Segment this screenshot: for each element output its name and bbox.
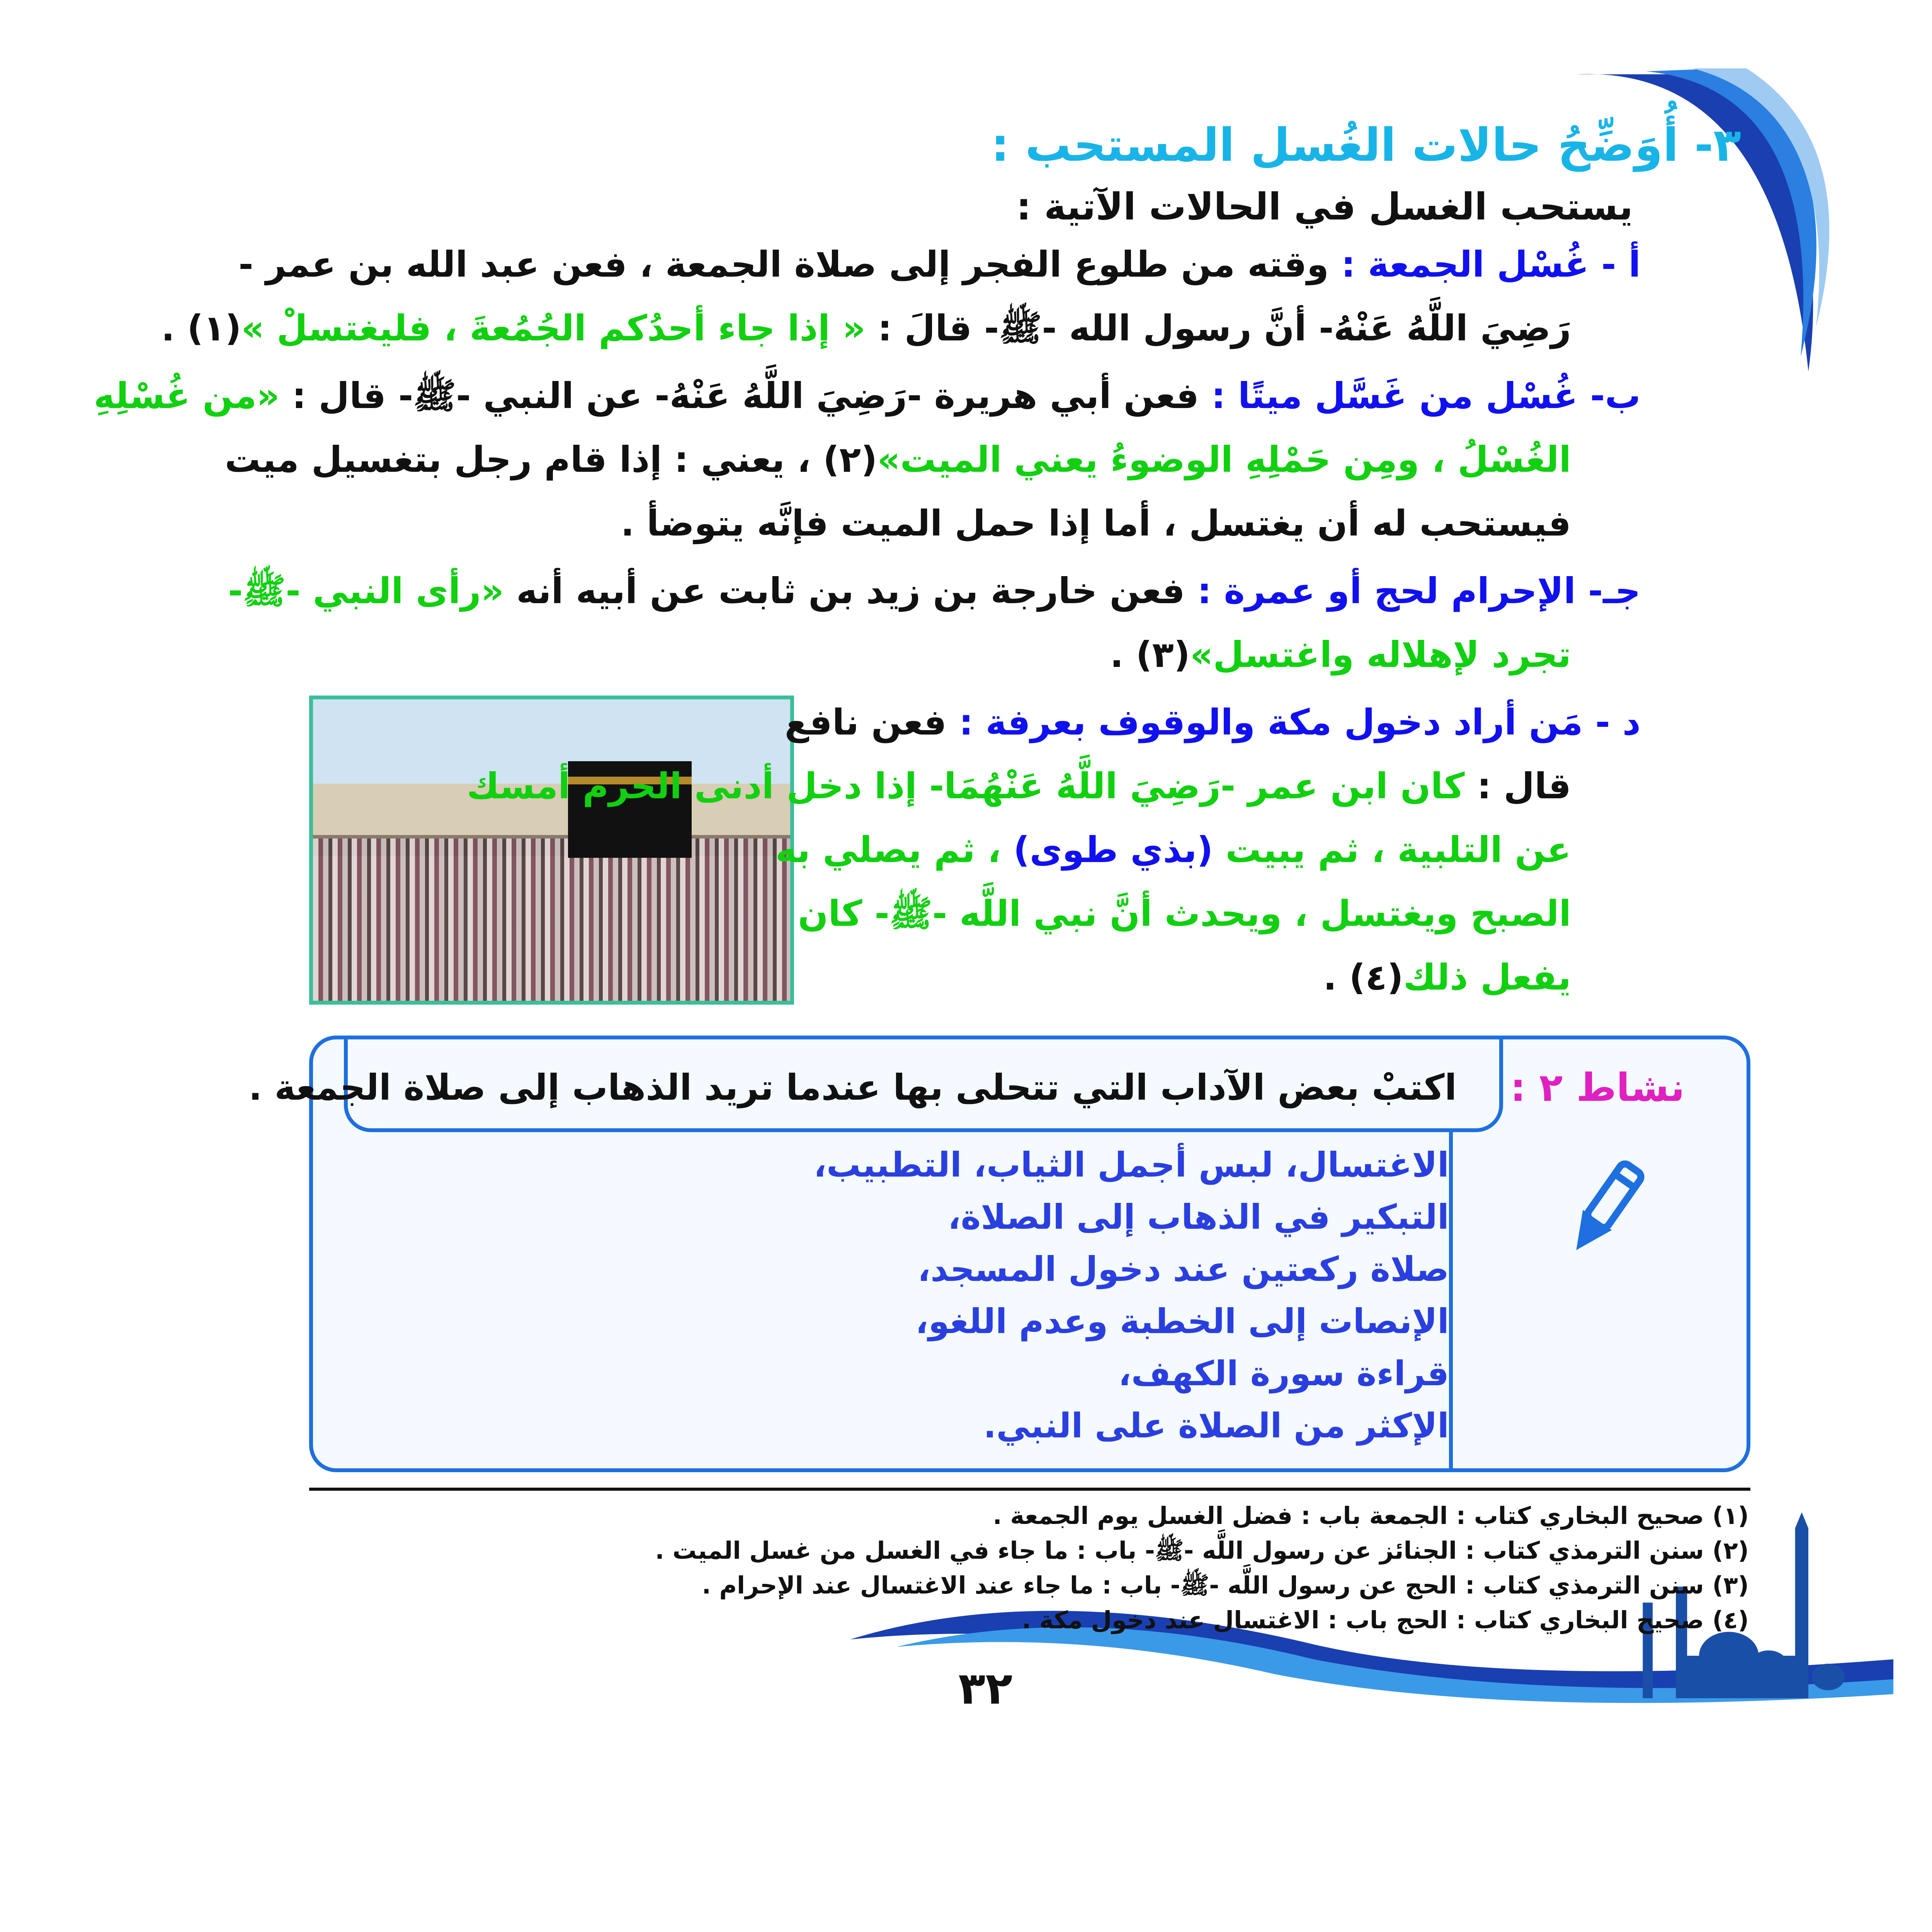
answer-line: التبكير في الذهاب إلى الصلاة، xyxy=(948,1197,1449,1237)
hadith-quote: «رأى النبي -ﷺ- xyxy=(228,570,504,612)
case-a-text: وقته من طلوع الفجر إلى صلاة الجمعة ، فعن عبد الله بن عمر - xyxy=(238,244,1341,285)
case-b-text-2: (٢) ، يعني : إذا قام رجل بتغسيل ميت xyxy=(224,439,878,480)
pencil-icon xyxy=(1557,1155,1658,1256)
case-a-line-2 xyxy=(161,303,1571,354)
hadith-quote: «من غُسْلِهِ xyxy=(94,375,280,417)
activity-box xyxy=(248,1036,1750,1472)
activity-label: نشاط ٢ : xyxy=(1510,1065,1685,1110)
case-b-line-1 xyxy=(94,371,1641,421)
footnote-divider xyxy=(309,1488,1750,1491)
hadith-quote: الغُسْلُ ، ومِن حَمْلِهِ الوضوءُ يعني الميت» xyxy=(877,439,1571,480)
case-c-line-2 xyxy=(1110,630,1571,680)
kaaba-photo xyxy=(309,696,794,1005)
answer-line: صلاة ركعتين عند دخول المسجد، xyxy=(917,1249,1449,1289)
answer-line: الإكثر من الصلاة على النبي. xyxy=(983,1406,1449,1446)
case-b-line-2 xyxy=(224,435,1571,485)
case-c-line-1 xyxy=(228,566,1641,616)
divider xyxy=(1449,1131,1453,1468)
case-d-line-3 xyxy=(776,825,1571,875)
footnote-2: (٢) سنن الترمذي كتاب : الجنائز عن رسول اللَّه -ﷺ- باب : ما جاء في الغسل من غسل الميت . xyxy=(655,1536,1749,1565)
case-a-heading: أ - غُسْل الجمعة : xyxy=(1341,244,1641,285)
intro-text: يستحب الغسل في الحالات الآتية : xyxy=(1016,185,1633,228)
case-b-heading: ب- غُسْل من غَسَّل ميتًا : xyxy=(1211,375,1641,417)
activity-question: اكتبْ بعض الآداب التي تتحلى بها عندما تريد الذهاب إلى صلاة الجمعة . xyxy=(248,1067,1457,1108)
narration-quote: يفعل ذلك xyxy=(1403,957,1571,998)
answer-line: قراءة سورة الكهف، xyxy=(1118,1354,1449,1393)
footnote-4: (٤) صحيح البخاري كتاب : الحج باب : الاغتسال عند دخول مكة . xyxy=(1022,1606,1749,1634)
case-b-text: فعن أبي هريرة -رَضِيَ اللَّهُ عَنْهُ- عن النبي -ﷺ- قال : xyxy=(279,375,1211,417)
case-d-line-5 xyxy=(1323,952,1571,1003)
case-b-line-3: فيستحب له أن يغتسل ، أما إذا حمل الميت فإنَّه يتوضأ . xyxy=(621,503,1571,544)
footnote-ref-4: (٤) . xyxy=(1323,957,1403,998)
case-a-text-2: رَضِيَ اللَّهُ عَنْهُ- أنَّ رسول الله -ﷺ- قالَ : xyxy=(865,308,1571,349)
footnote-ref-3: (٣) . xyxy=(1110,634,1190,675)
section-title: ٣- أُوَضِّحُ حالات الغُسل المستحب : xyxy=(991,118,1741,172)
case-a-line-1 xyxy=(238,240,1641,290)
case-d-line-2 xyxy=(467,761,1571,811)
narration-quote: ، ثم يصلي به xyxy=(775,829,1014,871)
hadith-quote: « إذا جاء أحدُكم الجُمُعةَ ، فليغتسلْ » xyxy=(241,308,866,349)
footnote-1: (١) صحيح البخاري كتاب : الجمعة باب : فضل الغسل يوم الجمعة . xyxy=(993,1502,1749,1530)
case-d-text: فعن نافع xyxy=(784,702,959,743)
case-d-text-2: قال : xyxy=(1464,765,1571,807)
case-c-text: فعن خارجة بن زيد بن ثابت عن أبيه أنه xyxy=(504,570,1197,612)
case-d-line-1 xyxy=(785,697,1641,748)
case-d-line-4: الصبح ويغتسل ، ويحدث أنَّ نبي اللَّه -ﷺ- كان xyxy=(798,893,1571,934)
case-c-heading: جـ- الإحرام لحج أو عمرة : xyxy=(1197,570,1641,612)
page-number: ٣٢ xyxy=(958,1663,1013,1714)
narration-quote: عن التلبية ، ثم يبيت xyxy=(1213,829,1571,871)
answer-line: الاغتسال، لبس أجمل الثياب، التطبيب، xyxy=(813,1145,1449,1185)
footnote-ref-1: (١) . xyxy=(161,308,242,349)
hadith-quote: تجرد لإهلاله واغتسل» xyxy=(1190,634,1571,675)
case-d-heading: د - مَن أراد دخول مكة والوقوف بعرفة : xyxy=(959,702,1641,743)
answer-line: الإنصات إلى الخطبة وعدم اللغو، xyxy=(915,1301,1449,1341)
narration-quote: كان ابن عمر -رَضِيَ اللَّهُ عَنْهُمَا- إذا دخل أدنى الحرم أمسك xyxy=(466,765,1465,807)
place-name: (بذي طوى) xyxy=(1013,829,1213,871)
footnote-3: (٣) سنن الترمذي كتاب : الحج عن رسول اللَّه -ﷺ- باب : ما جاء عند الاغتسال عند الإحرام . xyxy=(702,1571,1749,1599)
